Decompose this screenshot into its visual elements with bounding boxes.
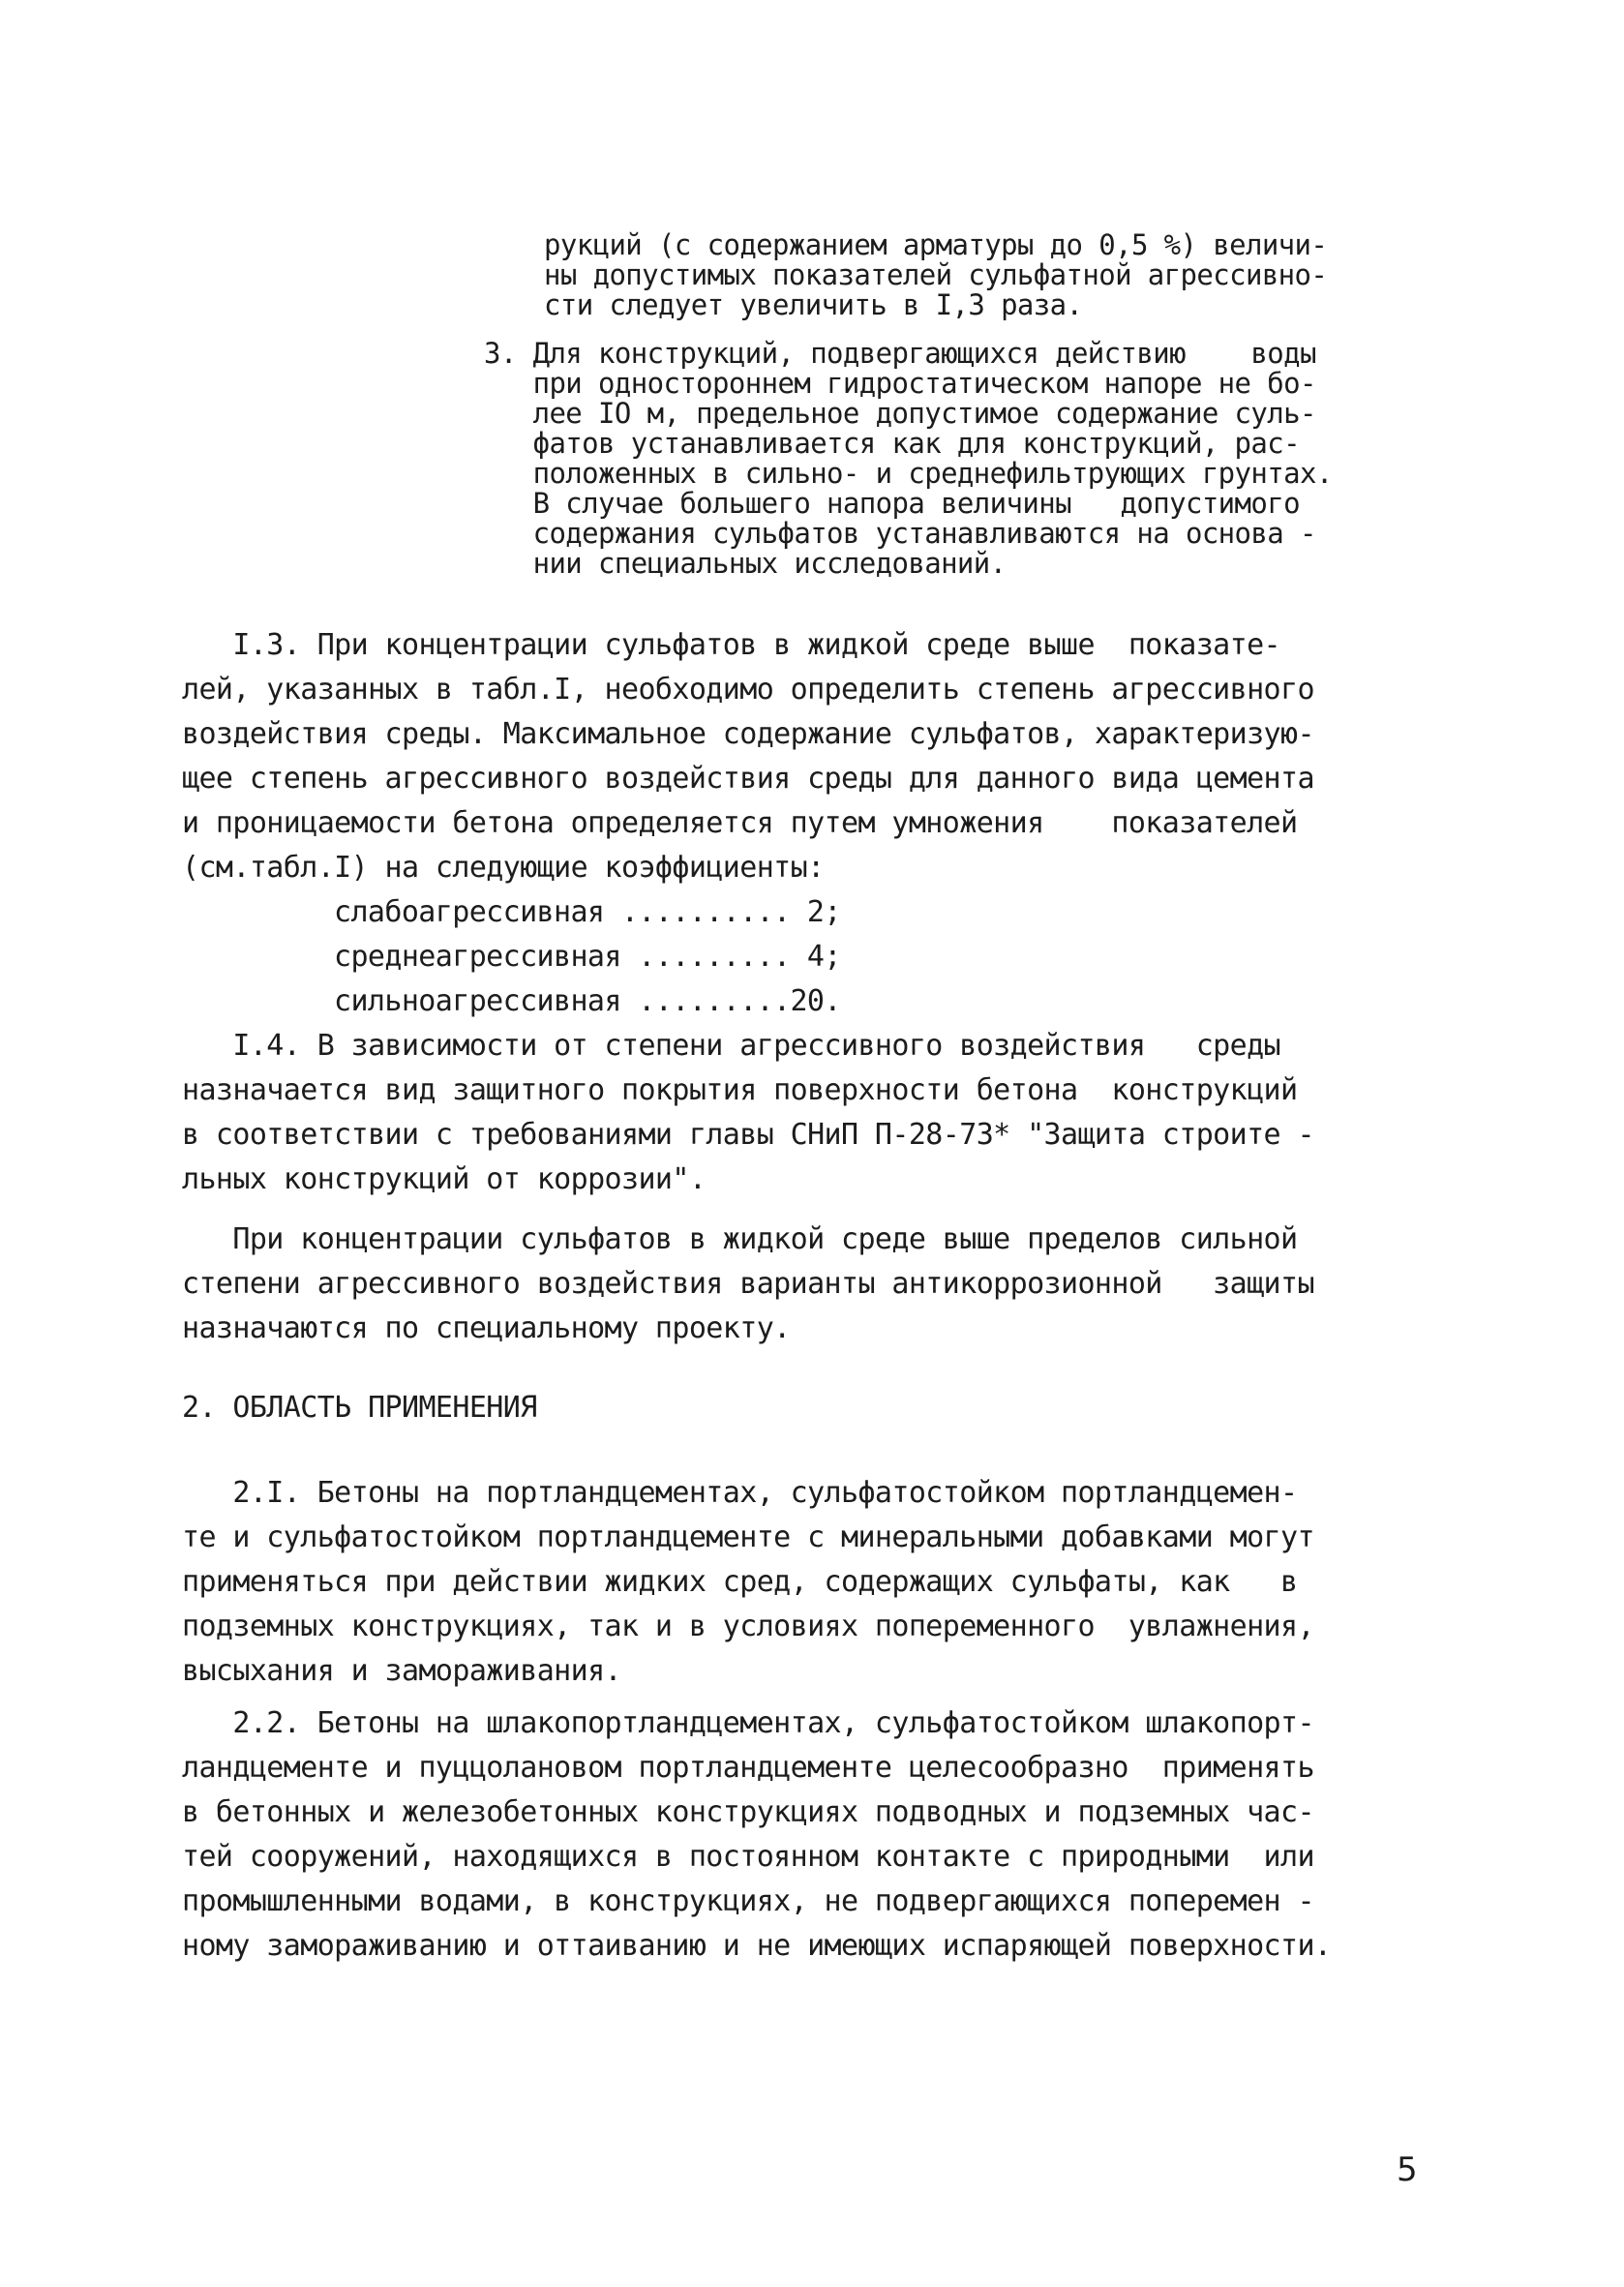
note-line: ны допустимых показателей сульфатной агрессивно- bbox=[544, 258, 1328, 291]
paragraph-line: лей, указанных в табл.I, необходимо определить степень агрессивного bbox=[182, 673, 1314, 707]
paragraph-line: подземных конструкциях, так и в условиях попеременного увлажнения, bbox=[182, 1610, 1314, 1643]
paragraph-line: назначаются по специальному проекту. bbox=[182, 1311, 791, 1345]
note-line: рукций (с содержанием арматуры до 0,5 %) величи- bbox=[544, 228, 1328, 261]
paragraph-line: (см.табл.I) на следующие коэффициенты: bbox=[182, 851, 825, 885]
paragraph-line: и проницаемости бетона определяется путем умножения показателей bbox=[182, 806, 1298, 840]
paragraph-line: промышленными водами, в конструкциях, не подвергающихся поперемен - bbox=[182, 1884, 1314, 1918]
paragraph-line: I.4. В зависимости от степени агрессивного воздействия среды bbox=[182, 1029, 1280, 1063]
note-line: содержания сульфатов устанавливаются на основа - bbox=[484, 517, 1316, 550]
note-line: 3. Для конструкций, подвергающихся действию воды bbox=[484, 337, 1316, 370]
paragraph-line: в бетонных и железобетонных конструкциях подводных и подземных час- bbox=[182, 1795, 1314, 1829]
note-line: положенных в сильно- и среднефильтрующих грунтах. bbox=[484, 457, 1333, 490]
note-line: фатов устанавливается как для конструкций, рас- bbox=[484, 427, 1300, 460]
paragraph-line: высыхания и замораживания. bbox=[182, 1654, 621, 1688]
paragraph-line: те и сульфатостойком портландцементе с минеральными добавками могут bbox=[182, 1520, 1314, 1554]
note-line: при одностороннем гидростатическом напоре не бо- bbox=[484, 367, 1316, 400]
coefficient-item: среднеагрессивная ......... 4; bbox=[334, 940, 841, 974]
paragraph-line: льных конструкций от коррозии". bbox=[182, 1162, 707, 1196]
paragraph-line: степени агрессивного воздействия варианты антикоррозионной защиты bbox=[182, 1267, 1314, 1301]
paragraph-line: тей сооружений, находящихся в постоянном контакте с природными или bbox=[182, 1840, 1314, 1874]
paragraph-line: 2.I. Бетоны на портландцементах, сульфатостойком портландцемен- bbox=[182, 1476, 1298, 1510]
paragraph-line: 2.2. Бетоны на шлакопортландцементах, сульфатостойком шлакопорт- bbox=[182, 1706, 1314, 1740]
section-heading: 2. ОБЛАСТЬ ПРИМЕНЕНИЯ bbox=[182, 1391, 537, 1425]
paragraph-line: применяться при действии жидких сред, содержащих сульфаты, как в bbox=[182, 1565, 1298, 1599]
note-line: сти следует увеличить в I,3 раза. bbox=[544, 288, 1083, 321]
coefficient-item: слабоагрессивная .......... 2; bbox=[334, 895, 841, 929]
page-number: 5 bbox=[1397, 2151, 1418, 2189]
paragraph-line: ному замораживанию и оттаиванию и не имеющих испаряющей поверхности. bbox=[182, 1929, 1332, 1963]
paragraph-line: При концентрации сульфатов в жидкой среде выше пределов сильной bbox=[182, 1222, 1298, 1256]
paragraph-line: щее степень агрессивного воздействия среды для данного вида цемента bbox=[182, 762, 1314, 796]
paragraph-line: назначается вид защитного покрытия поверхности бетона конструкций bbox=[182, 1073, 1298, 1107]
note-line: В случае большего напора величины допустимого bbox=[484, 487, 1300, 520]
paragraph-line: I.3. При концентрации сульфатов в жидкой среде выше показате- bbox=[182, 628, 1280, 662]
paragraph-line: ландцементе и пуццолановом портландцементе целесообразно применять bbox=[182, 1751, 1314, 1785]
coefficient-item: сильноагрессивная .........20. bbox=[334, 984, 841, 1018]
paragraph-line: в соответствии с требованиями главы СНиП П-28-73* "Защита строите - bbox=[182, 1118, 1314, 1152]
note-line: лее IO м, предельное допустимое содержание суль- bbox=[484, 397, 1316, 430]
paragraph-line: воздействия среды. Максимальное содержание сульфатов, характеризую- bbox=[182, 717, 1314, 751]
note-line: нии специальных исследований. bbox=[484, 547, 1007, 580]
